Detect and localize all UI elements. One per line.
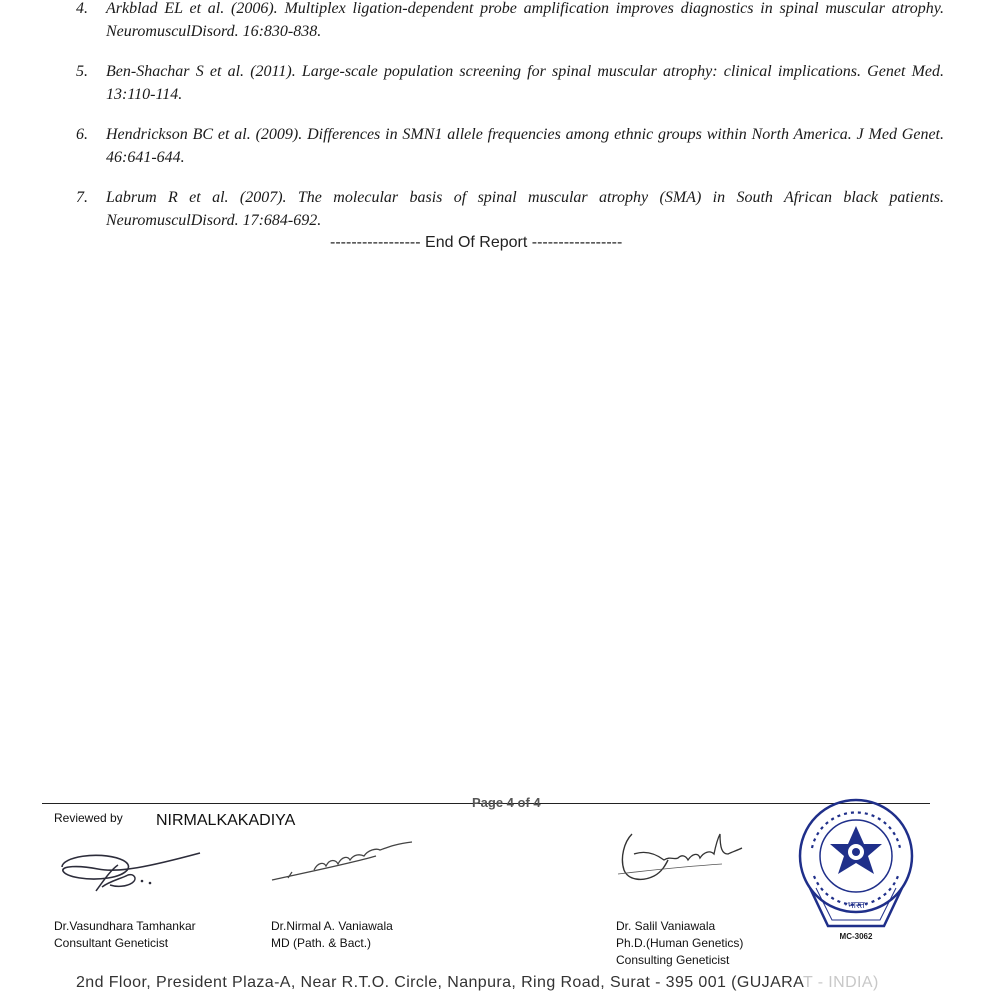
- reviewed-by-label: Reviewed by: [54, 811, 123, 825]
- page-number: Page 4 of 4: [472, 795, 541, 810]
- signature-salil-vaniawala: [612, 824, 747, 886]
- reference-number: 5.: [76, 63, 88, 80]
- lab-address: [76, 974, 879, 992]
- reference-number: 4.: [76, 0, 88, 17]
- end-of-report-marker: ----------------- End Of Report -----------------: [330, 234, 623, 251]
- reference-text: Labrum R et al. (2007). The molecular basis of spinal muscular atrophy (SMA) in South African black patients. NeuromusculDisord. 17:684-692.: [106, 189, 944, 229]
- signatory-tamhankar: [54, 918, 196, 952]
- reference-item: [76, 123, 944, 169]
- signature-nirmal-vaniawala: [268, 832, 418, 887]
- reference-text: Arkblad EL et al. (2006). Multiplex ligation-dependent probe amplification improves diagnostics in spinal muscular atrophy. NeuromusculDisord. 16:830-838.: [106, 0, 944, 40]
- reviewer-name: NIRMALKAKADIYA: [156, 812, 296, 829]
- reference-text: Hendrickson BC et al. (2009). Differences in SMN1 allele frequencies among ethnic groups within North America. J Med Genet. 46:641-644.: [106, 126, 944, 166]
- signatory-name: Dr.Nirmal A. Vaniawala: [271, 919, 393, 933]
- reference-item: [76, 0, 944, 43]
- signatory-title: Consulting Geneticist: [616, 953, 730, 967]
- reference-number: 7.: [76, 189, 88, 206]
- reference-number: 6.: [76, 126, 88, 143]
- signatory-title: Consultant Geneticist: [54, 936, 169, 950]
- signatory-title: MD (Path. & Bact.): [271, 936, 372, 950]
- lab-address-text: 2nd Floor, President Plaza-A, Near R.T.O. Circle, Nanpura, Ring Road, Surat - 395 001 (GUJARA: [76, 974, 803, 991]
- reference-item: [76, 60, 944, 106]
- seal-certificate-number: MC-3062: [839, 932, 873, 941]
- signatory-salil-vaniawala: [616, 918, 743, 969]
- signatory-nirmal-vaniawala: [271, 918, 393, 952]
- reference-text: Ben-Shachar S et al. (2011). Large-scale population screening for spinal muscular atrophy: clinical implications. Genet Med. 13:110-114.: [106, 63, 944, 103]
- signatory-name: Dr.Vasundhara Tamhankar: [54, 919, 196, 933]
- seal-bottom-text: ·भारत·: [844, 901, 868, 911]
- signatory-qualification: Ph.D.(Human Genetics): [616, 936, 744, 950]
- accreditation-seal: [794, 796, 922, 942]
- signature-tamhankar: [58, 845, 208, 903]
- reference-item: [76, 186, 944, 232]
- lab-address-faded: T - INDIA): [802, 974, 879, 991]
- signatory-name: Dr. Salil Vaniawala: [616, 919, 716, 933]
